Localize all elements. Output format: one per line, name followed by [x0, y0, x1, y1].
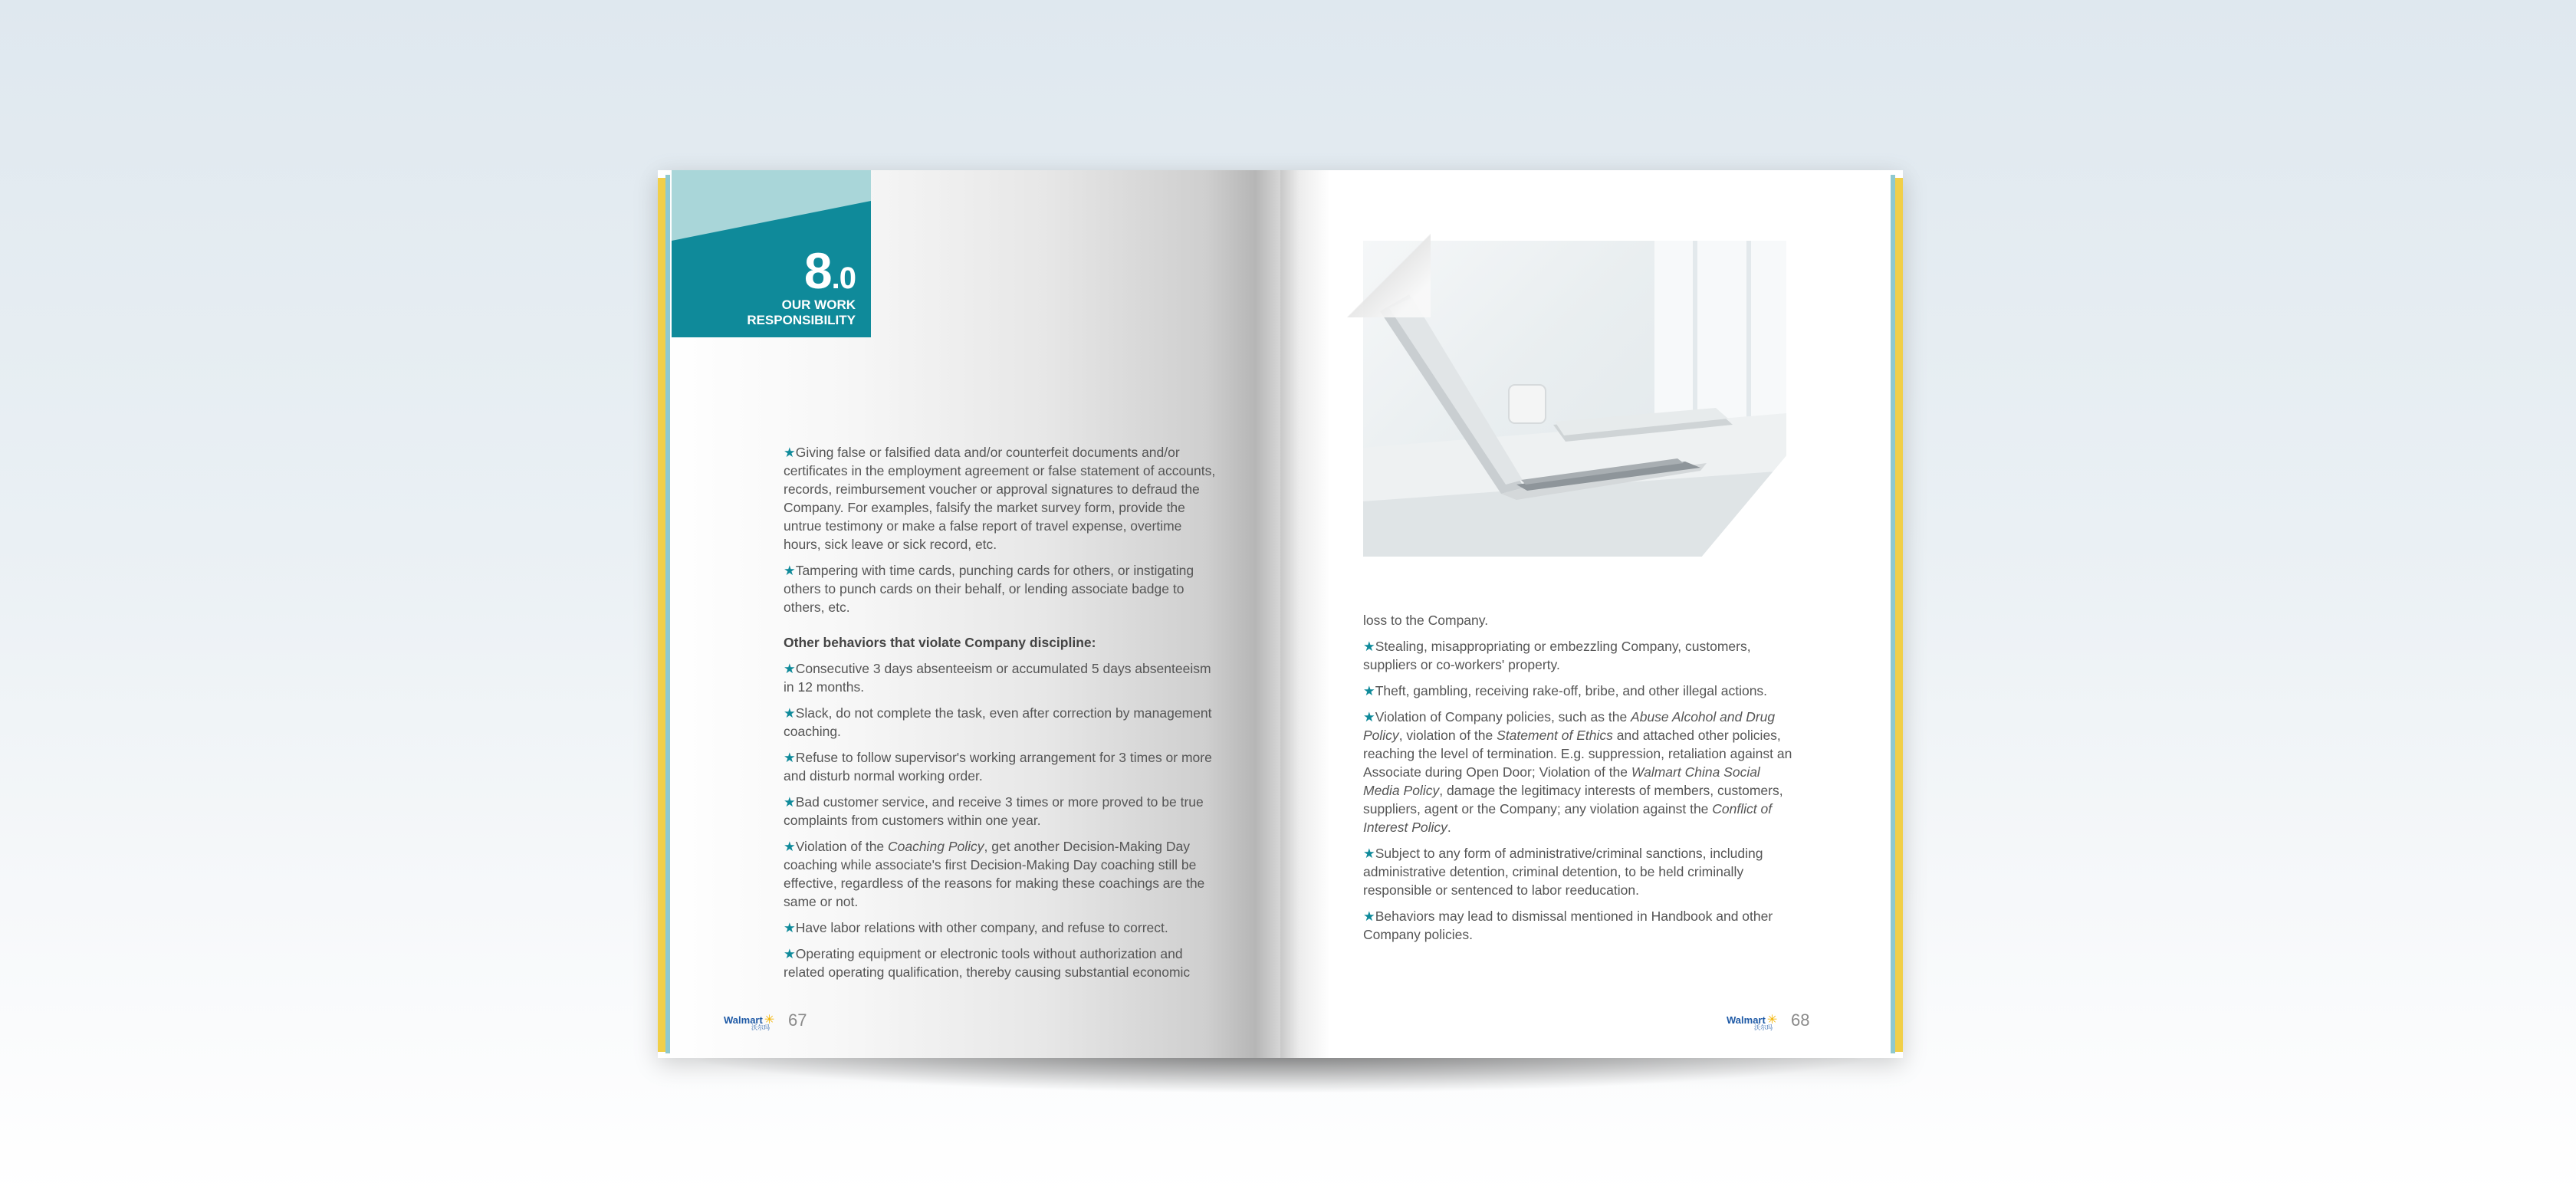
star-bullet-icon: ★ [1363, 639, 1375, 654]
star-bullet-icon: ★ [784, 920, 796, 935]
section-subheading: Other behaviors that violate Company discipline: [784, 635, 1096, 650]
left-body-text [784, 443, 1216, 989]
left-page [658, 170, 1280, 1058]
left-binding-blue-edge [665, 175, 670, 1053]
list-item: ★Have labor relations with other company, and refuse to correct. [784, 920, 1168, 935]
continuation-text: loss to the Company. [1363, 613, 1489, 628]
list-item: ★Giving false or falsified data and/or counterfeit documents and/or certificates in the employment agreement or false statement of accounts, records, reimbursement voucher or approval signatures to defraud the Company. For examples, falsify the market survey form, provide the untrue testimony or make a false report of travel expense, overtime hours, sick leave or sick record, etc. [784, 445, 1216, 552]
chapter-title: OUR WORK RESPONSIBILITY [747, 297, 856, 327]
star-bullet-icon: ★ [1363, 909, 1375, 924]
star-bullet-icon: ★ [1363, 683, 1375, 698]
list-item: ★Violation of the Coaching Policy, get another Decision-Making Day coaching while associate's first Decision-Making Day coaching still be effective, regardless of the reasons for making these coachings are the same or not. [784, 839, 1205, 909]
walmart-logo: Walmart ✳ 沃尔玛 [1727, 1014, 1778, 1031]
star-bullet-icon: ★ [784, 750, 796, 765]
page-number: 67 [788, 1010, 807, 1030]
star-bullet-icon: ★ [784, 563, 796, 578]
booklet-spread [658, 170, 1903, 1058]
chapter-number: 8.0 [803, 242, 856, 299]
list-item: ★Bad customer service, and receive 3 times or more proved to be true complaints from customers within one year. [784, 794, 1204, 828]
right-binding-yellow-edge [1895, 178, 1903, 1052]
list-item: ★Consecutive 3 days absenteeism or accumulated 5 days absenteeism in 12 months. [784, 661, 1211, 695]
laptop-photo [1357, 238, 1794, 560]
spark-icon: ✳ [764, 1014, 775, 1027]
list-item: ★Behaviors may lead to dismissal mentioned in Handbook and other Company policies. [1363, 909, 1773, 942]
list-item: ★Stealing, misappropriating or embezzling Company, customers, suppliers or co-workers' property. [1363, 639, 1751, 672]
chapter-header-block [672, 170, 871, 337]
star-bullet-icon: ★ [784, 946, 796, 961]
star-bullet-icon: ★ [784, 445, 796, 460]
list-item: ★Operating equipment or electronic tools without authorization and related operating qualification, thereby causing substantial economic [784, 946, 1191, 980]
right-binding-blue-edge [1891, 175, 1895, 1053]
star-bullet-icon: ★ [784, 839, 796, 854]
star-bullet-icon: ★ [1363, 846, 1375, 861]
page-number: 68 [1791, 1010, 1810, 1030]
star-bullet-icon: ★ [784, 705, 796, 721]
right-body-text [1363, 611, 1792, 951]
list-item: ★Violation of Company policies, such as the Abuse Alcohol and Drug Policy, violation of the Statement of Ethics and attached other policies, reaching the level of termination. E.g. suppression, retaliation against an Associate during Open Door; Violation of the Walmart China Social Media Policy, damage the legitimacy interests of members, customers, suppliers, agent or the Company; any violation against the Conflict of Interest Policy. [1363, 709, 1792, 835]
left-binding-yellow-edge [658, 178, 665, 1052]
list-item: ★Subject to any form of administrative/criminal sanctions, including administrative detention, criminal detention, to be held criminally responsible or sentenced to labor reeducation. [1363, 846, 1763, 898]
star-bullet-icon: ★ [784, 794, 796, 810]
list-item: ★Refuse to follow supervisor's working arrangement for 3 times or more and disturb normal working order. [784, 750, 1212, 784]
star-bullet-icon: ★ [784, 661, 796, 676]
right-page [1280, 170, 1903, 1058]
spark-icon: ✳ [1766, 1014, 1778, 1027]
list-item: ★Tampering with time cards, punching cards for others, or instigating others to punch cards on their behalf, or lending associate badge to others, etc. [784, 563, 1194, 615]
list-item: ★Slack, do not complete the task, even after correction by management coaching. [784, 705, 1212, 739]
star-bullet-icon: ★ [1363, 709, 1375, 724]
walmart-logo: Walmart ✳ 沃尔玛 [724, 1014, 775, 1031]
list-item: ★Theft, gambling, receiving rake-off, bribe, and other illegal actions. [1363, 683, 1768, 698]
